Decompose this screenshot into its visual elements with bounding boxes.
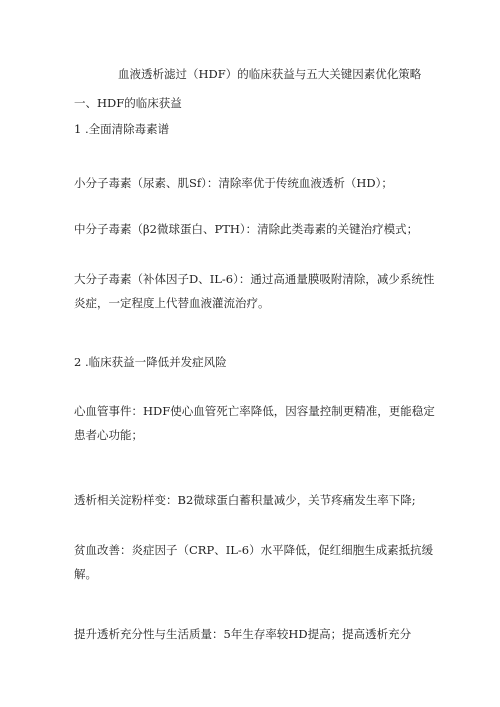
paragraph-amyloidosis: 透析相关淀粉样变：B2微球蛋白蓄积量减少，关节疼痛发生率下降; — [74, 493, 416, 507]
paragraph-large-molecule-toxins: 大分子毒素（补体因子D、IL-6）：通过高通量膜吸附清除，减少系统性炎症，一定程度上代替血液灌流治疗。 — [74, 272, 435, 310]
document-title: 血液透析滤过（HDF）的临床获益与五大关键因素优化策略 — [118, 67, 422, 81]
section-heading-clinical-benefits: 一、HDF的临床获益 — [74, 96, 182, 110]
paragraph-middle-molecule-toxins: 中分子毒素（β2微球蛋白、PTH）：清除此类毒素的关键治疗模式； — [74, 222, 419, 236]
paragraph-small-molecule-toxins: 小分子毒素（尿素、肌Sf）：清除率优于传统血液透析（HD）； — [74, 176, 393, 190]
subheading-complication-risk: 2 .临床获益一降低并发症风险 — [74, 355, 227, 369]
paragraph-anemia: 贫血改善：炎症因子（CRP、IL-6）水平降低，促红细胞生成素抵抗缓解。 — [74, 543, 434, 581]
subheading-toxin-clearance: 1 .全面清除毒素谱 — [74, 122, 170, 136]
paragraph-cardiovascular-events: 心血管事件：HDF使心血管死亡率降低，因容量控制更精准，更能稳定患者心功能； — [74, 404, 435, 442]
paragraph-dialysis-adequacy: 提升透析充分性与生活质量：5年生存率较HD提高；提高透析充分 — [74, 627, 412, 641]
